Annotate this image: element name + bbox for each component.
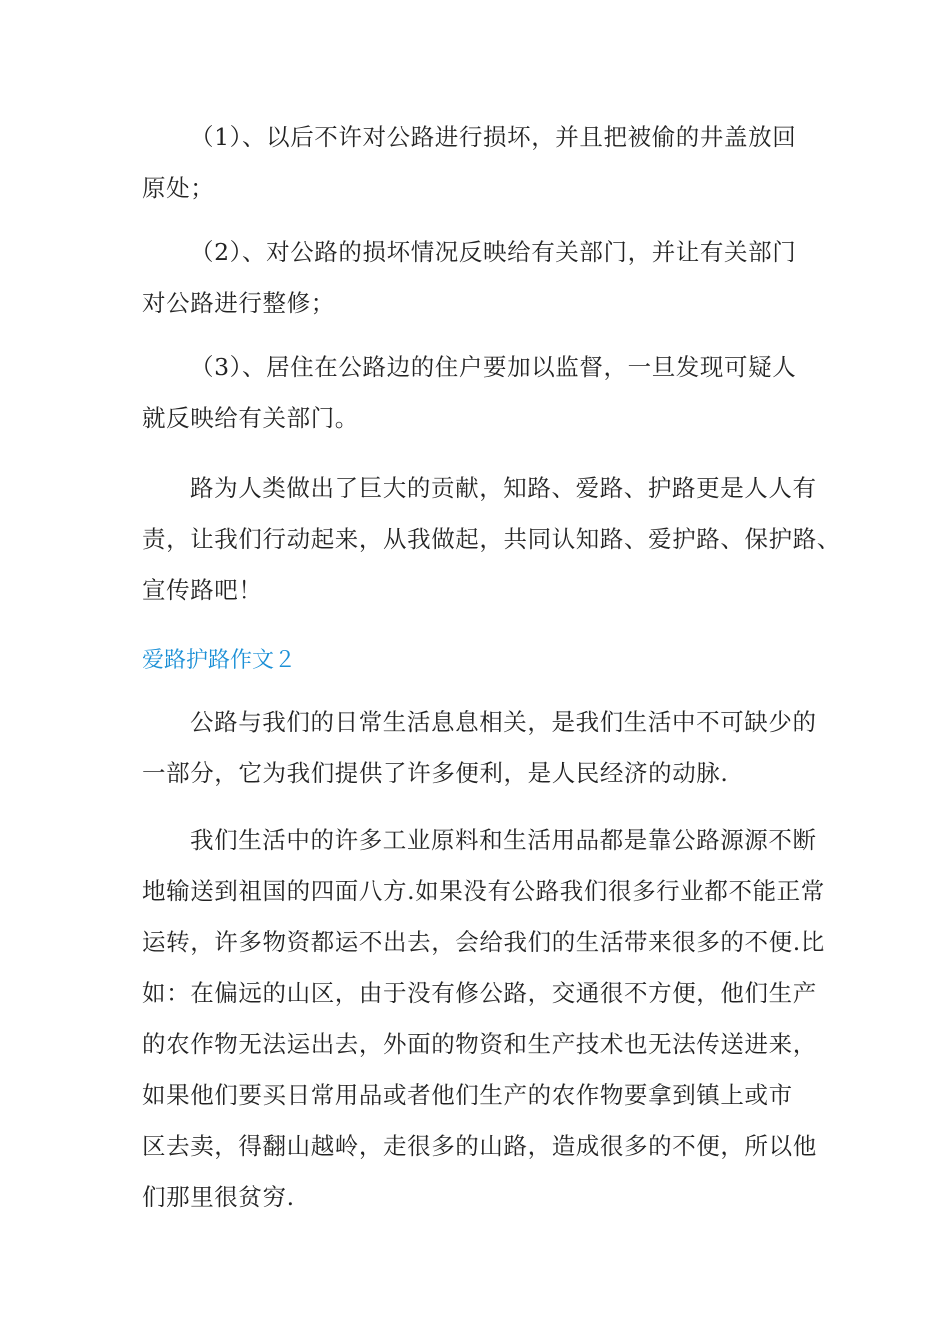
paragraph-line: 责，让我们行动起来，从我做起，共同认知路、爱护路、保护路、: [142, 525, 841, 553]
paragraph-line: （3）、居住在公路边的住户要加以监督，一旦发现可疑人: [190, 353, 797, 381]
paragraph-line: 就反映给有关部门。: [142, 404, 359, 432]
paragraph-line: 们那里很贫穷.: [142, 1183, 295, 1211]
paragraph-line: 的农作物无法运出去，外面的物资和生产技术也无法传送进来，: [142, 1030, 817, 1058]
paragraph-line: 如果他们要买日常用品或者他们生产的农作物要拿到镇上或市: [142, 1081, 793, 1109]
paragraph-line: 如：在偏远的山区，由于没有修公路，交通很不方便，他们生产: [142, 979, 817, 1007]
paragraph-line: 地输送到祖国的四面八方.如果没有公路我们很多行业都不能正常: [142, 877, 825, 905]
section-heading: 爱路护路作文２: [142, 648, 297, 673]
paragraph-line: 对公路进行整修；: [142, 289, 335, 317]
body-paragraph: [142, 815, 825, 1223]
conclusion-paragraph: [142, 463, 841, 616]
paragraph-line: 宣传路吧！: [142, 576, 263, 604]
paragraph-line: 公路与我们的日常生活息息相关，是我们生活中不可缺少的: [190, 708, 817, 736]
paragraph-line: （2）、对公路的损坏情况反映给有关部门，并让有关部门: [190, 238, 797, 266]
paragraph-line: 区去卖，得翻山越岭，走很多的山路，造成很多的不便，所以他: [142, 1132, 817, 1160]
measure-item-1: [142, 112, 810, 214]
measure-item-2: [142, 227, 810, 329]
paragraph-line: 路为人类做出了巨大的贡献，知路、爱路、护路更是人人有: [190, 474, 817, 502]
paragraph-line: 运转，许多物资都运不出去，会给我们的生活带来很多的不便.比: [142, 928, 825, 956]
paragraph-line: 一部分，它为我们提供了许多便利，是人民经济的动脉.: [142, 759, 729, 787]
paragraph-line: （1）、以后不许对公路进行损坏，并且把被偷的井盖放回: [190, 123, 797, 151]
measure-item-3: [142, 342, 810, 444]
intro-paragraph: [142, 697, 817, 799]
paragraph-line: 原处；: [142, 174, 215, 202]
paragraph-line: 我们生活中的许多工业原料和生活用品都是靠公路源源不断: [190, 826, 817, 854]
